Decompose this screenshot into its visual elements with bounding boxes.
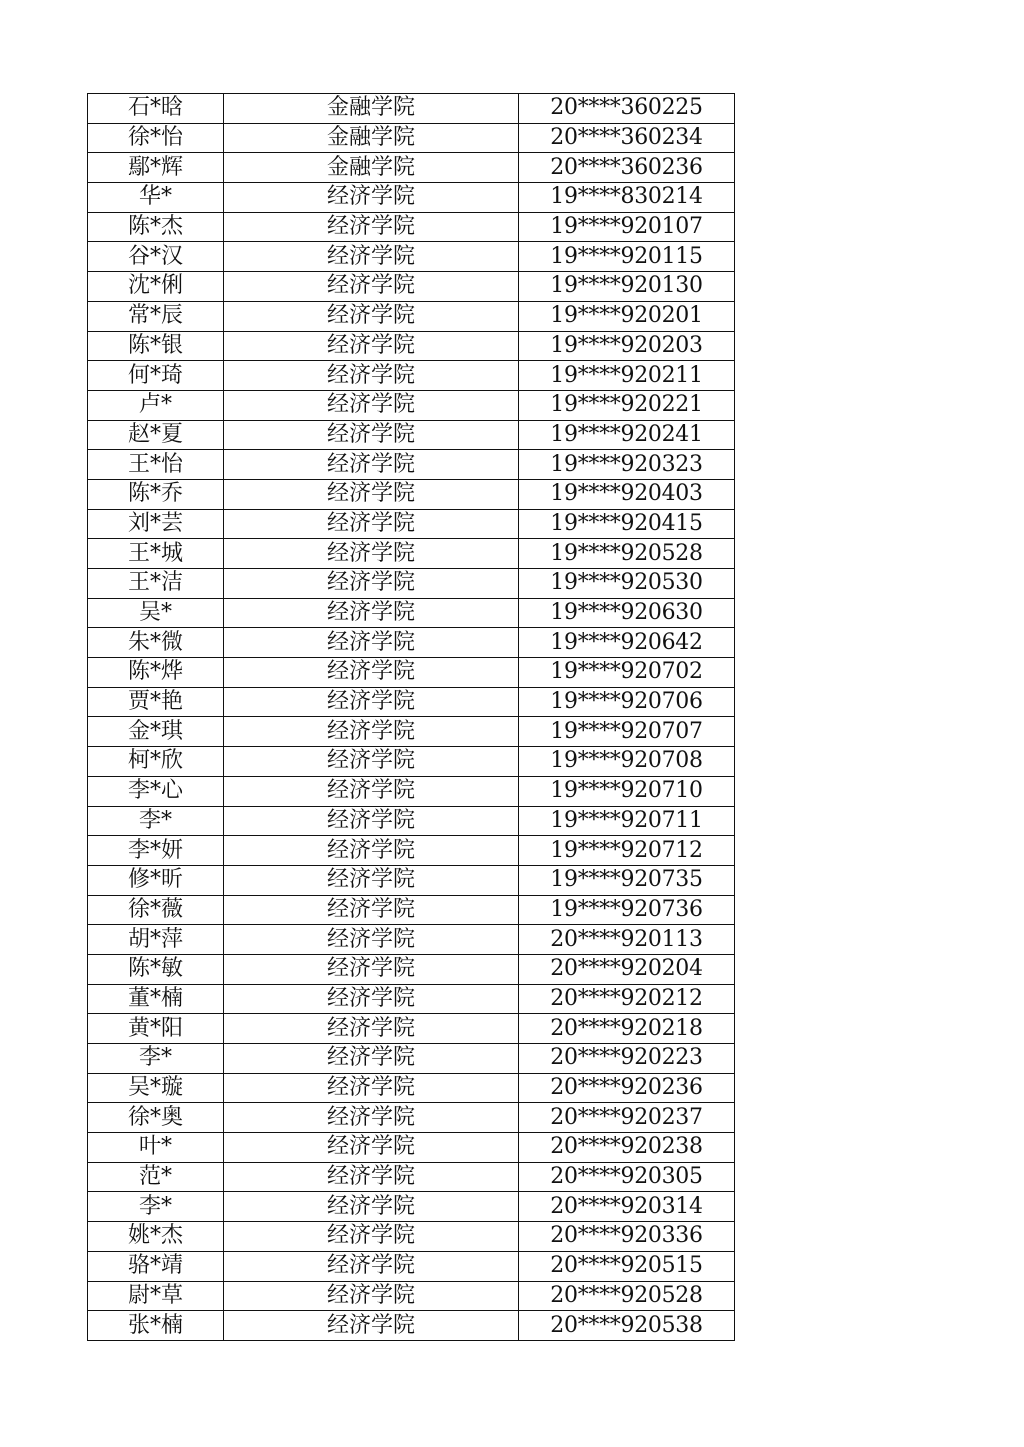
student-name-cell: 鄢*辉 [88,153,224,183]
table-row [88,1133,735,1163]
college-cell: 经济学院 [224,242,519,272]
college-cell: 经济学院 [224,212,519,242]
college-cell: 经济学院 [224,836,519,866]
student-id-cell: 19****920203 [519,331,735,361]
student-id-cell: 19****920201 [519,301,735,331]
college-cell: 经济学院 [224,569,519,599]
table-row [88,925,735,955]
table-row [88,123,735,153]
table-row [88,628,735,658]
student-name-cell: 姚*杰 [88,1222,224,1252]
student-name-cell: 陈*乔 [88,479,224,509]
student-id-cell: 19****920115 [519,242,735,272]
student-name-cell: 陈*烨 [88,658,224,688]
student-name-cell: 谷*汉 [88,242,224,272]
student-id-cell: 19****920707 [519,717,735,747]
student-id-cell: 19****920706 [519,687,735,717]
student-id-cell: 19****920712 [519,836,735,866]
student-id-cell: 19****920415 [519,509,735,539]
student-id-cell: 19****920630 [519,598,735,628]
student-id-cell: 20****920515 [519,1251,735,1281]
student-name-cell: 黄*阳 [88,1014,224,1044]
college-cell: 经济学院 [224,717,519,747]
college-cell: 经济学院 [224,301,519,331]
table-row [88,836,735,866]
table-row [88,420,735,450]
student-id-cell: 20****360225 [519,94,735,124]
college-cell: 经济学院 [224,361,519,391]
table-row [88,776,735,806]
college-cell: 经济学院 [224,1251,519,1281]
student-name-cell: 范* [88,1162,224,1192]
student-id-cell: 20****920238 [519,1133,735,1163]
table-row [88,94,735,124]
student-name-cell: 李*妍 [88,836,224,866]
student-roster-table [87,93,735,1341]
table-row [88,390,735,420]
college-cell: 经济学院 [224,1133,519,1163]
college-cell: 经济学院 [224,539,519,569]
college-cell: 金融学院 [224,123,519,153]
college-cell: 经济学院 [224,420,519,450]
college-cell: 经济学院 [224,1014,519,1044]
student-id-cell: 20****920236 [519,1073,735,1103]
student-name-cell: 吴* [88,598,224,628]
college-cell: 金融学院 [224,153,519,183]
table-row [88,212,735,242]
student-name-cell: 王*洁 [88,569,224,599]
student-name-cell: 叶* [88,1133,224,1163]
table-row [88,717,735,747]
college-cell: 经济学院 [224,687,519,717]
student-id-cell: 19****920323 [519,450,735,480]
table-row [88,183,735,213]
table-row [88,658,735,688]
student-id-cell: 19****920211 [519,361,735,391]
student-id-cell: 19****920711 [519,806,735,836]
student-name-cell: 吴*璇 [88,1073,224,1103]
student-name-cell: 李* [88,806,224,836]
student-id-cell: 19****920221 [519,390,735,420]
student-id-cell: 20****920218 [519,1014,735,1044]
table-row [88,1044,735,1074]
student-name-cell: 柯*欣 [88,747,224,777]
table-row [88,1222,735,1252]
college-cell: 金融学院 [224,94,519,124]
student-name-cell: 骆*靖 [88,1251,224,1281]
student-name-cell: 张*楠 [88,1311,224,1341]
student-id-cell: 19****920708 [519,747,735,777]
college-cell: 经济学院 [224,1044,519,1074]
college-cell: 经济学院 [224,1281,519,1311]
college-cell: 经济学院 [224,895,519,925]
student-name-cell: 徐*奥 [88,1103,224,1133]
student-name-cell: 胡*萍 [88,925,224,955]
student-name-cell: 石*晗 [88,94,224,124]
student-id-cell: 19****920530 [519,569,735,599]
table-row [88,301,735,331]
table-row [88,865,735,895]
college-cell: 经济学院 [224,954,519,984]
table-row [88,1162,735,1192]
college-cell: 经济学院 [224,479,519,509]
student-id-cell: 20****920237 [519,1103,735,1133]
student-name-cell: 徐*薇 [88,895,224,925]
student-id-cell: 19****920403 [519,479,735,509]
table-row [88,1251,735,1281]
student-id-cell: 19****920241 [519,420,735,450]
table-row [88,895,735,925]
table-row [88,984,735,1014]
table-row [88,747,735,777]
student-name-cell: 何*琦 [88,361,224,391]
student-name-cell: 尉*草 [88,1281,224,1311]
college-cell: 经济学院 [224,1162,519,1192]
table-row [88,1014,735,1044]
college-cell: 经济学院 [224,1311,519,1341]
student-id-cell: 20****920204 [519,954,735,984]
student-id-cell: 19****920130 [519,272,735,302]
student-name-cell: 陈*杰 [88,212,224,242]
student-name-cell: 李* [88,1192,224,1222]
student-id-cell: 19****920107 [519,212,735,242]
student-name-cell: 徐*怡 [88,123,224,153]
student-id-cell: 20****360234 [519,123,735,153]
student-name-cell: 沈*俐 [88,272,224,302]
table-row [88,1103,735,1133]
college-cell: 经济学院 [224,331,519,361]
student-id-cell: 19****920710 [519,776,735,806]
student-name-cell: 赵*夏 [88,420,224,450]
table-row [88,242,735,272]
college-cell: 经济学院 [224,450,519,480]
student-name-cell: 朱*微 [88,628,224,658]
table-row [88,450,735,480]
table-row [88,1073,735,1103]
student-id-cell: 20****920528 [519,1281,735,1311]
student-id-cell: 19****920642 [519,628,735,658]
student-name-cell: 董*楠 [88,984,224,1014]
student-name-cell: 刘*芸 [88,509,224,539]
college-cell: 经济学院 [224,509,519,539]
student-name-cell: 常*辰 [88,301,224,331]
table-row [88,1192,735,1222]
table-row [88,539,735,569]
table-row [88,1311,735,1341]
college-cell: 经济学院 [224,598,519,628]
student-id-cell: 20****920305 [519,1162,735,1192]
student-id-cell: 20****360236 [519,153,735,183]
college-cell: 经济学院 [224,272,519,302]
table-row [88,153,735,183]
college-cell: 经济学院 [224,865,519,895]
roster-table-body [88,94,735,1341]
student-name-cell: 王*城 [88,539,224,569]
table-row [88,1281,735,1311]
student-id-cell: 20****920113 [519,925,735,955]
student-id-cell: 20****920223 [519,1044,735,1074]
table-row [88,806,735,836]
student-id-cell: 19****920735 [519,865,735,895]
student-name-cell: 李* [88,1044,224,1074]
table-row [88,954,735,984]
table-row [88,331,735,361]
table-row [88,272,735,302]
college-cell: 经济学院 [224,925,519,955]
student-id-cell: 19****920736 [519,895,735,925]
table-row [88,687,735,717]
college-cell: 经济学院 [224,1073,519,1103]
student-id-cell: 20****920314 [519,1192,735,1222]
student-id-cell: 20****920336 [519,1222,735,1252]
college-cell: 经济学院 [224,658,519,688]
college-cell: 经济学院 [224,747,519,777]
student-name-cell: 王*怡 [88,450,224,480]
table-row [88,479,735,509]
student-name-cell: 陈*敏 [88,954,224,984]
college-cell: 经济学院 [224,390,519,420]
student-name-cell: 华* [88,183,224,213]
college-cell: 经济学院 [224,776,519,806]
student-id-cell: 20****920212 [519,984,735,1014]
college-cell: 经济学院 [224,806,519,836]
student-id-cell: 19****920702 [519,658,735,688]
student-name-cell: 李*心 [88,776,224,806]
student-name-cell: 金*琪 [88,717,224,747]
college-cell: 经济学院 [224,628,519,658]
college-cell: 经济学院 [224,183,519,213]
college-cell: 经济学院 [224,1222,519,1252]
college-cell: 经济学院 [224,984,519,1014]
student-id-cell: 20****920538 [519,1311,735,1341]
table-row [88,569,735,599]
student-id-cell: 19****920528 [519,539,735,569]
table-row [88,598,735,628]
student-name-cell: 卢* [88,390,224,420]
student-name-cell: 陈*银 [88,331,224,361]
college-cell: 经济学院 [224,1192,519,1222]
student-id-cell: 19****830214 [519,183,735,213]
table-row [88,361,735,391]
table-row [88,509,735,539]
student-name-cell: 修*昕 [88,865,224,895]
college-cell: 经济学院 [224,1103,519,1133]
student-name-cell: 贾*艳 [88,687,224,717]
